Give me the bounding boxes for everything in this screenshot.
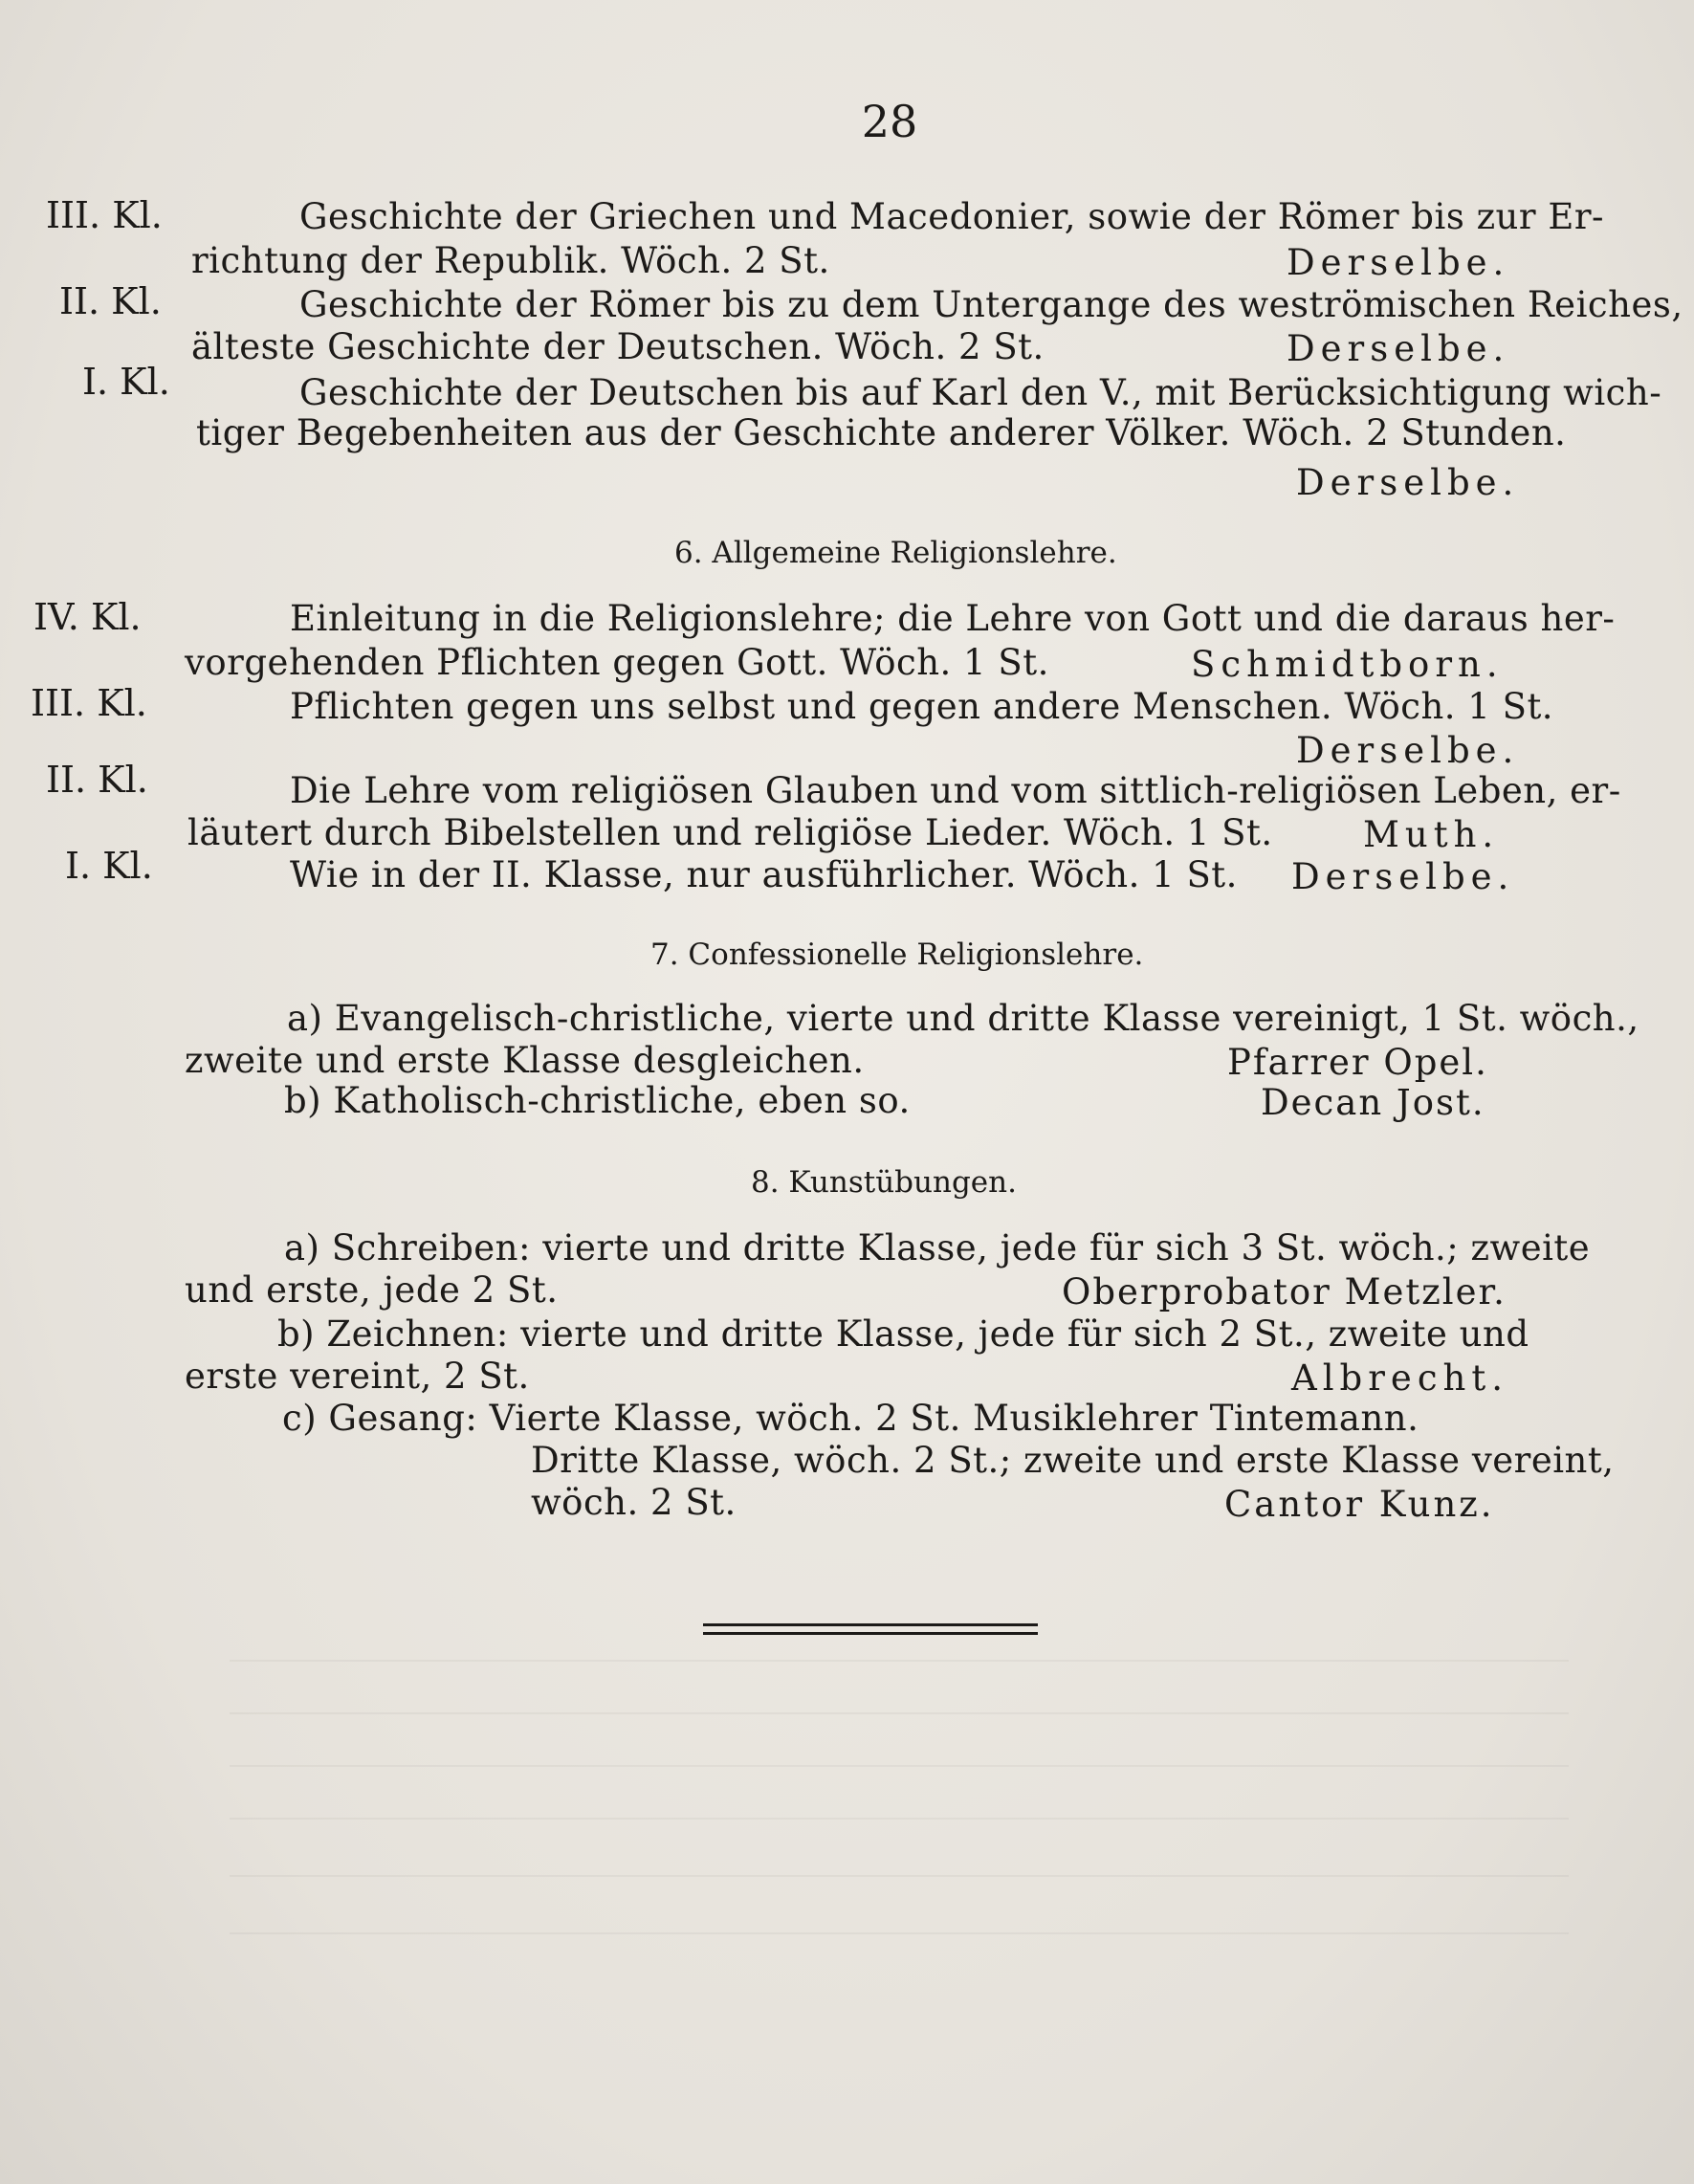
teacher-name: Muth. — [1363, 814, 1500, 855]
section-heading: 6. Allgemeine Religionslehre. — [674, 536, 1117, 570]
entry-text-line: Die Lehre vom religiösen Glauben und vom sittlich-religiösen Leben, er- — [290, 770, 1621, 811]
entry-text-line: Geschichte der Deutschen bis auf Karl den V., mit Berücksichtigung wich- — [299, 372, 1662, 413]
class-label: III. Kl. — [31, 682, 147, 724]
entry-text-line: wöch. 2 St. — [531, 1482, 737, 1523]
class-label: III. Kl. — [46, 194, 163, 236]
teacher-name: Cantor Kunz. — [1224, 1484, 1495, 1525]
teacher-name: Derselbe. — [1287, 328, 1510, 369]
teacher-name: Pfarrer Opel. — [1227, 1042, 1488, 1083]
entry-text-line: Wie in der II. Klasse, nur ausführlicher. Wöch. 1 St. — [290, 854, 1238, 895]
entry-text-line: c) Gesang: Vierte Klasse, wöch. 2 St. Musiklehrer Tintemann. — [282, 1398, 1419, 1439]
entry-text-line: läutert durch Bibelstellen und religiöse Lieder. Wöch. 1 St. — [187, 812, 1273, 853]
entry-text-line: b) Katholisch-christliche, eben so. — [284, 1080, 911, 1121]
entry-text-line: Geschichte der Griechen und Macedonier, sowie der Römer bis zur Er- — [299, 196, 1605, 237]
entry-text-line: älteste Geschichte der Deutschen. Wöch. 2 St. — [191, 326, 1045, 367]
teacher-name: Decan Jost. — [1261, 1082, 1485, 1123]
bleed-through — [230, 1875, 1569, 1877]
class-label: IV. Kl. — [33, 596, 142, 638]
teacher-name: Albrecht. — [1291, 1357, 1509, 1399]
bleed-through — [230, 1818, 1569, 1820]
section-heading: 8. Kunstübungen. — [751, 1165, 1017, 1200]
bleed-through — [230, 1932, 1569, 1934]
entry-text-line: Pflichten gegen uns selbst und gegen andere Menschen. Wöch. 1 St. — [290, 686, 1554, 727]
teacher-name: Oberprobator Metzler. — [1062, 1271, 1507, 1313]
entry-text-line: und erste, jede 2 St. — [185, 1269, 559, 1311]
teacher-name: Derselbe. — [1296, 462, 1520, 503]
separator-rule — [703, 1623, 1038, 1626]
entry-text-line: a) Evangelisch-christliche, vierte und dritte Klasse vereinigt, 1 St. wöch., — [287, 998, 1639, 1039]
page-number: 28 — [861, 96, 918, 147]
teacher-name: Derselbe. — [1287, 242, 1510, 283]
section-heading: 7. Confessionelle Religionslehre. — [650, 938, 1144, 972]
bleed-through — [230, 1660, 1569, 1662]
entry-text-line: b) Zeichnen: vierte und dritte Klasse, jede für sich 2 St., zweite und — [277, 1313, 1529, 1355]
entry-text-line: erste vereint, 2 St. — [185, 1356, 530, 1397]
entry-text-line: richtung der Republik. Wöch. 2 St. — [191, 240, 830, 281]
class-label: I. Kl. — [82, 361, 170, 403]
entry-text-line: Einleitung in die Religionslehre; die Lehre von Gott und die daraus her- — [290, 598, 1616, 639]
bleed-through — [230, 1712, 1569, 1714]
class-label: II. Kl. — [46, 759, 148, 801]
entry-text-line: Dritte Klasse, wöch. 2 St.; zweite und erste Klasse vereint, — [531, 1440, 1615, 1481]
teacher-name: Derselbe. — [1291, 856, 1515, 897]
entry-text-line: Geschichte der Römer bis zu dem Untergange des weströmischen Reiches, — [299, 284, 1683, 325]
entry-text-line: a) Schreiben: vierte und dritte Klasse, jede für sich 3 St. wöch.; zweite — [284, 1227, 1591, 1268]
teacher-name: Derselbe. — [1296, 730, 1520, 771]
entry-text-line: zweite und erste Klasse desgleichen. — [185, 1040, 865, 1081]
teacher-name: Schmidtborn. — [1191, 644, 1504, 685]
entry-text-line: vorgehenden Pflichten gegen Gott. Wöch. 1 St. — [185, 642, 1049, 683]
separator-rule — [703, 1632, 1038, 1635]
class-label: II. Kl. — [59, 280, 162, 322]
entry-text-line: tiger Begebenheiten aus der Geschichte anderer Völker. Wöch. 2 Stunden. — [196, 412, 1567, 453]
bleed-through — [230, 1765, 1569, 1767]
class-label: I. Kl. — [65, 845, 153, 887]
